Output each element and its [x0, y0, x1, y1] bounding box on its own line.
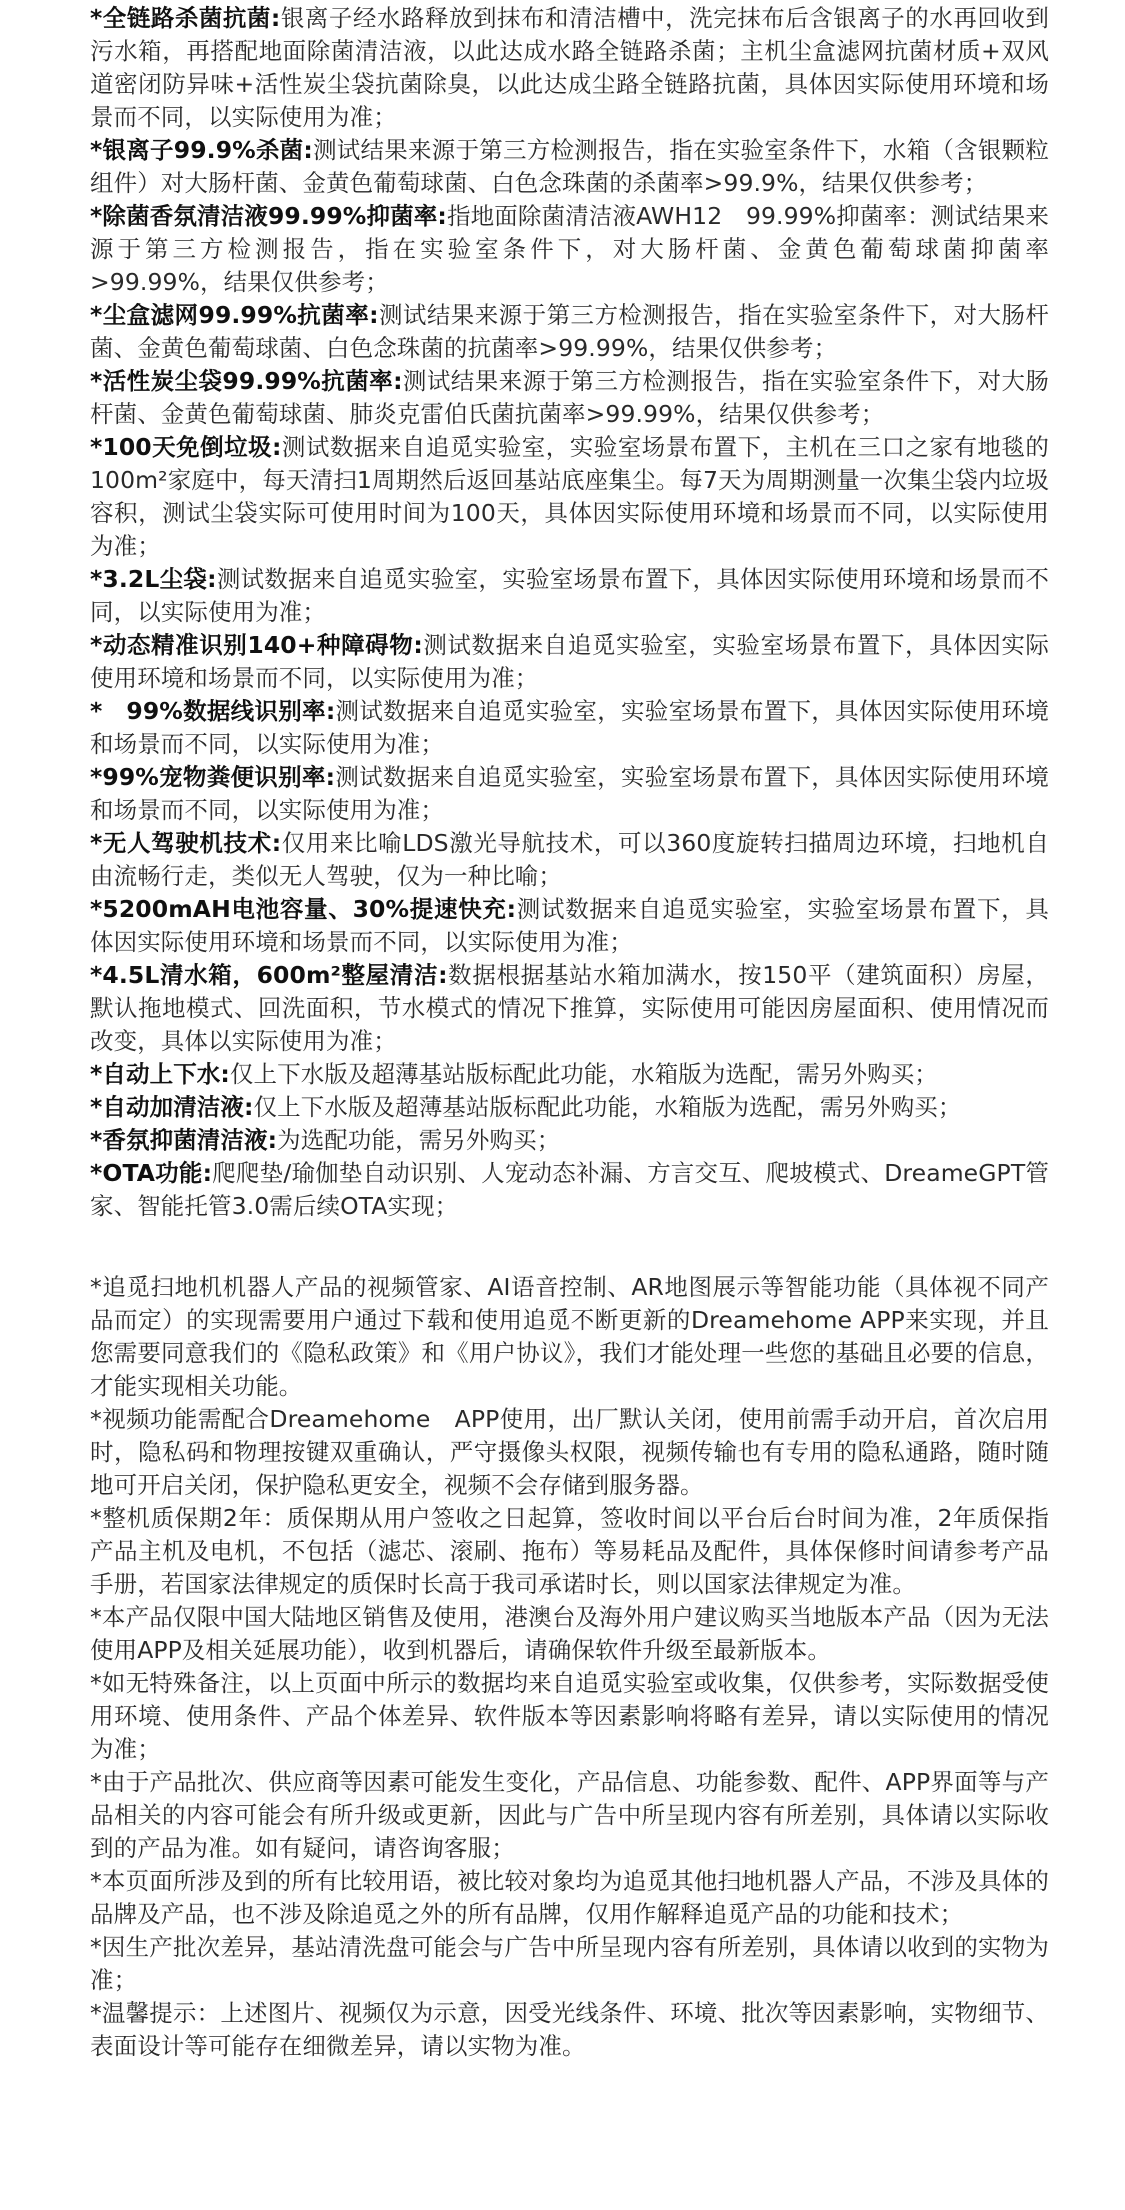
note-title: *自动加清洁液:	[90, 1093, 254, 1121]
disclaimer-smart-features: *追觅扫地机机器人产品的视频管家、AI语音控制、AR地图展示等智能功能（具体视不同产品而定）的实现需要用户通过下载和使用追觅不断更新的Dreamehome APP来实现，并且您需要同意我们的《隐私政策》和《用户协议》，我们才能处理一些您的基础且必要的信息，才能实现相关功能。	[90, 1273, 1050, 1400]
note-title: *香氛抑菌清洁液:	[90, 1126, 278, 1154]
disclaimer-video: *视频功能需配合Dreamehome APP使用，出厂默认关闭，使用前需手动开启，首次启用时，隐私码和物理按键双重确认，严守摄像头权限，视频传输也有专用的隐私通路，随时随地可开启关闭，保护隐私更安全，视频不会存储到服务器。	[90, 1405, 1049, 1499]
note-title: *无人驾驶机技术:	[90, 829, 282, 857]
note-autonomous-tech	[90, 827, 1049, 893]
note-body: 测试结果来源于第三方检测报告，指在实验室条件下，水箱（含银颗粒组件）对大肠杆菌、金黄色葡萄球菌、白色念珠菌的杀菌率>99.9%，结果仅供参考；	[90, 136, 1049, 197]
note-body: 测试数据来自追觅实验室，实验室场景布置下，具体因实际使用环境和场景而不同，以实际使用为准；	[90, 895, 1049, 956]
disclaimer-product-changes: *由于产品批次、供应商等因素可能发生变化，产品信息、功能参数、配件、APP界面等与产品相关的内容可能会有所升级或更新，因此与广告中所呈现内容有所差别，具体请以实际收到的产品为准。如有疑问，请咨询客服；	[90, 1768, 1049, 1862]
note-title: *OTA功能:	[90, 1159, 213, 1187]
disclaimer-images: *温馨提示：上述图片、视频仅为示意，因受光线条件、环境、批次等因素影响，实物细节、表面设计等可能存在细微差异，请以实物为准。	[90, 1999, 1049, 2060]
note-battery	[90, 893, 1049, 959]
note-title: *除菌香氛清洁液99.99%抑菌率:	[90, 202, 447, 230]
note-title: *100天免倒垃圾:	[90, 433, 282, 461]
note-obstacle-recognition	[90, 629, 1049, 695]
note-title: *3.2L尘袋:	[90, 565, 217, 593]
note-auto-detergent	[90, 1091, 1049, 1124]
note-title: *动态精准识别140+种障碍物:	[90, 631, 423, 659]
note-title: *银离子99.9%杀菌:	[90, 136, 313, 164]
note-scented-solution	[90, 1124, 1049, 1157]
disclaimer-warranty: *整机质保期2年：质保期从用户签收之日起算，签收时间以平台后台时间为准，2年质保指产品主机及电机，不包括（滤芯、滚刷、拖布）等易耗品及配件，具体保修时间请参考产品手册，若国家法律规定的质保时长高于我司承诺时长，则以国家法律规定为准。	[90, 1504, 1049, 1598]
feature-notes-list	[90, 2, 1049, 1223]
note-body: 仅用来比喻LDS激光导航技术，可以360度旋转扫描周边环境，扫地机自由流畅行走，类似无人驾驶，仅为一种比喻；	[90, 829, 1049, 890]
note-title: *5200mAH电池容量、30%提速快充:	[90, 895, 517, 923]
note-water-tank	[90, 959, 1049, 1058]
disclaimer-batch-difference: *因生产批次差异，基站清洗盘可能会与广告中所呈现内容有所差别，具体请以收到的实物为准；	[90, 1933, 1049, 1994]
note-body: 仅上下水版及超薄基站版标配此功能，水箱版为选配，需另外购买；	[253, 1093, 962, 1121]
note-body: 测试数据来自追觅实验室，实验室场景布置下，具体因实际使用环境和场景而不同，以实际使用为准；	[90, 697, 1050, 758]
note-dustbin-filter	[90, 299, 1049, 365]
disclaimer-data-source: *如无特殊备注，以上页面中所示的数据均来自追觅实验室或收集，仅供参考，实际数据受使用环境、使用条件、产品个体差异、软件版本等因素影响将略有差异，请以实际使用的情况为准；	[90, 1669, 1049, 1763]
disclaimer-region: *本产品仅限中国大陆地区销售及使用，港澳台及海外用户建议购买当地版本产品（因为无法使用APP及相关延展功能），收到机器后，请确保软件升级至最新版本。	[90, 1603, 1049, 1664]
note-title: *自动上下水:	[90, 1060, 230, 1088]
note-body: 测试数据来自追觅实验室，实验室场景布置下，主机在三口之家有地毯的100m²家庭中，每天清扫1周期然后返回基站底座集尘。每7天为周期测量一次集尘袋内垃圾容积，测试尘袋实际可使用时间为100天，具体因实际使用环境和场景而不同，以实际使用为准；	[90, 433, 1049, 560]
note-100-days	[90, 431, 1049, 563]
note-title: * 99%数据线识别率:	[90, 697, 336, 725]
note-title: *尘盒滤网99.99%抗菌率:	[90, 301, 379, 329]
note-title: *全链路杀菌抗菌:	[90, 4, 281, 32]
note-ota	[90, 1157, 1049, 1223]
note-cable-recognition	[90, 695, 1049, 761]
note-carbon-dust-bag	[90, 365, 1049, 431]
note-body: 测试数据来自追觅实验室，实验室场景布置下，具体因实际使用环境和场景而不同，以实际使用为准；	[90, 763, 1049, 824]
note-body: 指地面除菌清洁液AWH12 99.99%抑菌率：测试结果来源于第三方检测报告，指在实验室条件下，对大肠杆菌、金黄色葡萄球菌抑菌率>99.99%，结果仅供参考；	[90, 202, 1049, 296]
note-body: 爬爬垫/瑜伽垫自动识别、人宠动态补漏、方言交互、爬坡模式、DreameGPT管家、智能托管3.0需后续OTA实现；	[90, 1159, 1049, 1220]
note-title: *活性炭尘袋99.99%抗菌率:	[90, 367, 403, 395]
note-body: 测试结果来源于第三方检测报告，指在实验室条件下，对大肠杆菌、金黄色葡萄球菌、白色念珠菌的抗菌率>99.99%，结果仅供参考；	[90, 301, 1049, 362]
note-antibacterial-full-chain	[90, 2, 1049, 134]
note-body: 测试结果来源于第三方检测报告，指在实验室条件下，对大肠杆菌、金黄色葡萄球菌、肺炎克雷伯氏菌抗菌率>99.99%，结果仅供参考；	[90, 367, 1049, 428]
disclaimer-comparisons: *本页面所涉及到的所有比较用语，被比较对象均为追觅其他扫地机器人产品，不涉及具体的品牌及产品，也不涉及除追觅之外的所有品牌，仅用作解释追觅产品的功能和技术；	[90, 1867, 1049, 1928]
note-body: 仅上下水版及超薄基站版标配此功能，水箱版为选配，需另外购买；	[229, 1060, 938, 1088]
note-auto-water	[90, 1058, 1049, 1091]
note-body: 测试数据来自追觅实验室，实验室场景布置下，具体因实际使用环境和场景而不同，以实际使用为准；	[90, 631, 1050, 692]
note-body: 为选配功能，需另外购买；	[277, 1126, 561, 1154]
note-cleaning-solution	[90, 200, 1049, 299]
note-dust-bag-capacity	[90, 563, 1049, 629]
note-title: *99%宠物粪便识别率:	[90, 763, 336, 791]
note-body: 测试数据来自追觅实验室，实验室场景布置下，具体因实际使用环境和场景而不同，以实际使用为准；	[90, 565, 1050, 626]
section-spacer	[90, 1223, 1049, 1271]
disclaimers-list	[90, 1271, 1049, 2063]
note-body: 数据根据基站水箱加满水，按150平（建筑面积）房屋，默认拖地模式、回洗面积，节水模式的情况下推算，实际使用可能因房屋面积、使用情况而改变，具体以实际使用为准；	[90, 961, 1049, 1055]
note-pet-waste-recognition	[90, 761, 1049, 827]
note-title: *4.5L清水箱，600m²整屋清洁:	[90, 961, 448, 989]
note-body: 银离子经水路释放到抹布和清洁槽中，洗完抹布后含银离子的水再回收到污水箱，再搭配地面除菌清洁液，以此达成水路全链路杀菌；主机尘盒滤网抗菌材质+双风道密闭防异味+活性炭尘袋抗菌除臭，以此达成尘路全链路抗菌，具体因实际使用环境和场景而不同，以实际使用为准；	[90, 4, 1049, 131]
note-silver-ion	[90, 134, 1049, 200]
